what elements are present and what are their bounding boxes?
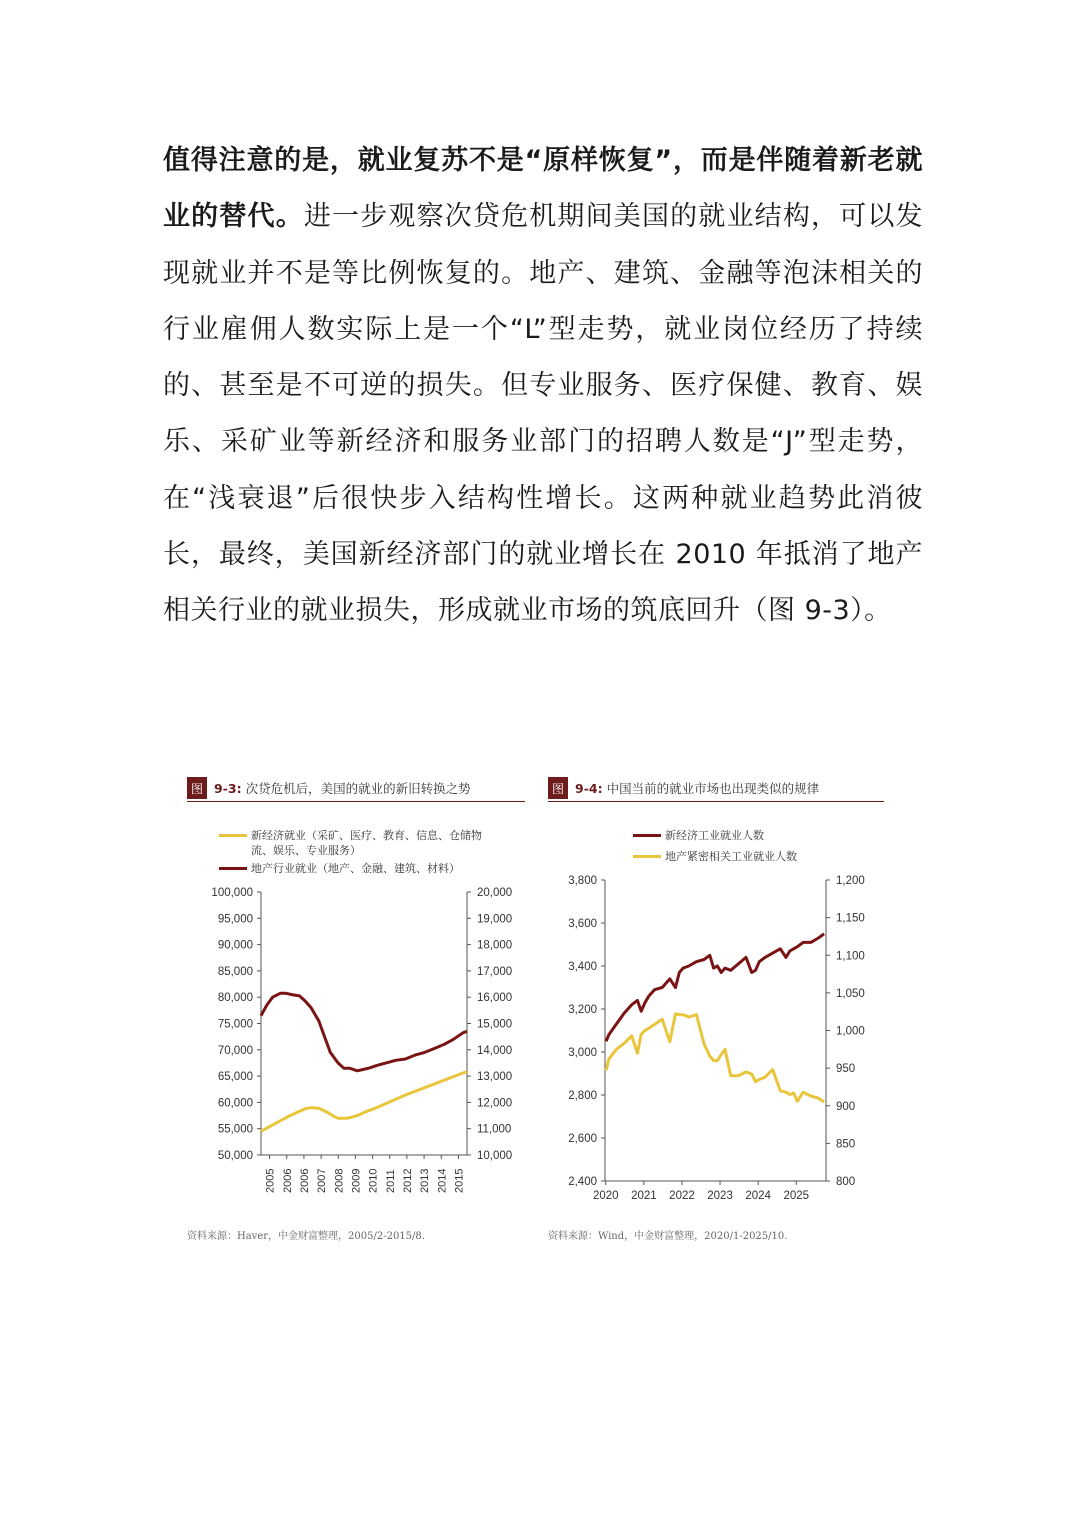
right-tick-label: 900: [836, 1100, 856, 1113]
right-tick-label: 1,200: [836, 875, 865, 887]
right-tick-label: 17,000: [477, 965, 513, 978]
x-tick-label: 2014: [436, 1168, 449, 1193]
left-tick-label: 100,000: [211, 887, 253, 899]
series-line-2: [261, 993, 467, 1071]
legend-new-economy: [219, 828, 482, 858]
figure-9-4-source: 资料来源：Wind，中金财富整理，2020/1-2025/10.: [548, 1231, 788, 1242]
right-tick-label: 19,000: [477, 913, 513, 926]
left-tick-label: 80,000: [217, 992, 253, 1005]
chart-9-3: [180, 880, 540, 1210]
x-tick-label: 2013: [419, 1168, 432, 1193]
left-tick-label: 70,000: [217, 1044, 253, 1057]
left-tick-label: 55,000: [217, 1123, 253, 1136]
legend-line: 流、娱乐、专业服务）: [251, 844, 361, 857]
right-tick-label: 950: [836, 1063, 856, 1076]
legend-swatch-maroon: [633, 834, 661, 837]
figure-tag: 图: [548, 777, 568, 799]
x-tick-label: 2006: [298, 1168, 311, 1193]
x-tick-label: 2006: [281, 1168, 294, 1193]
left-tick-label: 3,400: [568, 961, 597, 973]
left-tick-label: 2,800: [568, 1090, 597, 1102]
x-tick-label: 2020: [592, 1190, 619, 1202]
figure-tag: 图: [187, 777, 207, 799]
bold-lead: 值得注意的是，就业复苏不是“原样恢复”，而是伴随着新老就业的替代。: [163, 145, 923, 233]
right-tick-label: 10,000: [477, 1150, 513, 1162]
series-line-2: [606, 1014, 824, 1102]
series-line-1: [261, 1072, 467, 1131]
left-tick-label: 2,400: [568, 1176, 597, 1188]
left-tick-label: 65,000: [217, 1071, 253, 1084]
right-tick-label: 14,000: [477, 1044, 513, 1057]
x-tick-label: 2007: [316, 1168, 329, 1193]
legend-swatch-gold: [219, 834, 247, 837]
figure-title: 中国当前的就业市场也出现类似的规律: [606, 781, 820, 796]
legend-line: 地产行业就业（地产、金融、建筑、材料）: [251, 862, 460, 875]
legend-line: 新经济工业就业人数: [665, 829, 764, 842]
series-line-1: [606, 934, 824, 1042]
right-tick-label: 800: [836, 1176, 856, 1188]
left-tick-label: 85,000: [217, 965, 253, 978]
figure-number: 9-4:: [575, 780, 603, 796]
chart-9-4: [545, 870, 875, 1200]
left-tick-label: 90,000: [217, 939, 253, 952]
x-tick-label: 2024: [745, 1190, 771, 1202]
legend-swatch-maroon: [219, 867, 247, 870]
legend-line: 地产紧密相关工业就业人数: [665, 850, 797, 863]
figure-number: 9-3:: [214, 780, 242, 796]
right-tick-label: 12,000: [477, 1097, 513, 1110]
x-tick-label: 2010: [367, 1168, 380, 1193]
right-tick-label: 1,000: [836, 1025, 865, 1038]
x-tick-label: 2015: [453, 1168, 466, 1193]
right-tick-label: 16,000: [477, 992, 513, 1005]
left-tick-label: 2,600: [568, 1133, 597, 1145]
x-tick-label: 2023: [707, 1190, 733, 1202]
right-tick-label: 20,000: [477, 887, 513, 899]
right-tick-label: 11,000: [477, 1123, 512, 1136]
figure-9-4-title-bar: [548, 775, 884, 802]
left-tick-label: 3,600: [568, 918, 597, 930]
legend-real-estate: [219, 861, 460, 876]
left-tick-label: 95,000: [217, 913, 253, 926]
x-tick-label: 2012: [401, 1168, 414, 1193]
legend-real-estate-industry: [633, 849, 797, 864]
x-tick-label: 2008: [333, 1168, 346, 1193]
figure-9-3-source: 资料来源：Haver，中金财富整理，2005/2-2015/8.: [187, 1231, 425, 1242]
right-tick-label: 1,050: [836, 987, 865, 1000]
paragraph-body: 进一步观察次贷危机期间美国的就业结构，可以发现就业并不是等比例恢复的。地产、建筑、金融等泡沫相关的行业雇佣人数实际上是一个“L”型走势，就业岗位经历了持续的、甚至是不可逆的损失。但专业服务、医疗保健、教育、娱乐、采矿业等新经济和服务业部门的招聘人数是“J”型走势，在“浅衰退”后很快步入结构性增长。这两种就业趋势此消彼长，最终，美国新经济部门的就业增长在 2010 年抵消了地产相关行业的就业损失，形成就业市场的筑底回升（图 9-3）。: [163, 201, 924, 627]
right-tick-label: 15,000: [477, 1018, 513, 1031]
legend-swatch-gold: [633, 855, 661, 858]
x-tick-label: 2025: [783, 1190, 810, 1202]
left-tick-label: 50,000: [217, 1150, 253, 1162]
right-tick-label: 1,150: [836, 912, 865, 925]
left-tick-label: 3,000: [568, 1047, 597, 1059]
legend-label: [251, 828, 482, 858]
left-tick-label: 3,200: [568, 1004, 597, 1016]
left-tick-label: 3,800: [568, 875, 597, 887]
x-tick-label: 2021: [631, 1190, 657, 1202]
right-tick-label: 13,000: [477, 1071, 513, 1084]
right-tick-label: 1,100: [836, 950, 865, 963]
x-tick-label: 2022: [669, 1190, 695, 1202]
figure-title: 次贷危机后，美国的就业的新旧转换之势: [245, 781, 471, 796]
x-tick-label: 2009: [350, 1168, 363, 1193]
right-tick-label: 18,000: [477, 939, 513, 952]
figure-9-3-title-bar: [187, 775, 525, 802]
x-tick-label: 2011: [384, 1169, 397, 1193]
legend-new-economy-industry: [633, 828, 764, 843]
left-tick-label: 75,000: [217, 1018, 253, 1031]
body-paragraph: [163, 133, 923, 640]
legend-line: 新经济就业（采矿、医疗、教育、信息、仓储物: [251, 829, 482, 842]
x-tick-label: 2005: [264, 1168, 277, 1193]
left-tick-label: 60,000: [217, 1097, 253, 1110]
right-tick-label: 850: [836, 1138, 856, 1151]
